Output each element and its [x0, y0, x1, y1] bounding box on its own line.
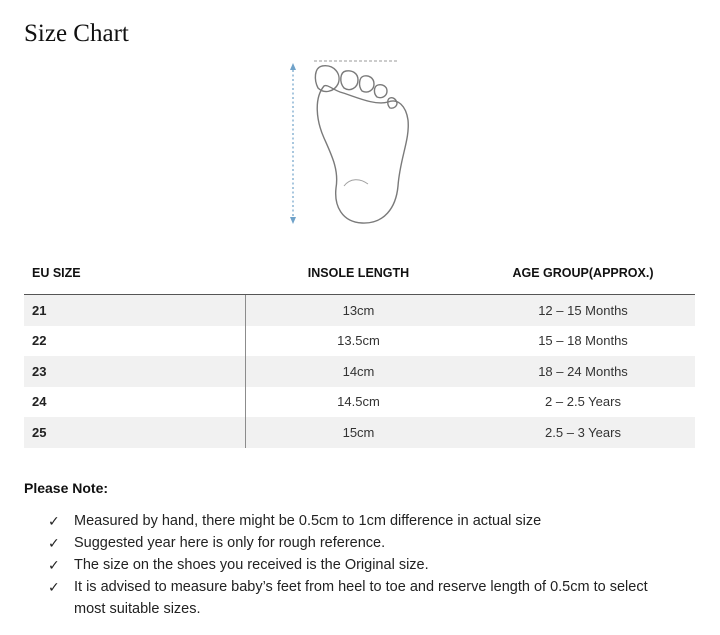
list-item	[48, 532, 668, 554]
note-heading: Please Note:	[24, 480, 109, 496]
page-title: Size Chart	[24, 20, 129, 47]
age-group-cell: 2.5 – 3 Years	[545, 424, 621, 440]
eu-size-cell: 21	[24, 295, 246, 326]
list-item	[48, 576, 668, 620]
header-age-group: AGE GROUP(APPROX.)	[512, 266, 654, 280]
table-header-row	[24, 262, 695, 284]
age-group-cell: 18 – 24 Months	[538, 363, 628, 379]
table-row	[24, 356, 695, 387]
age-group-cell: 12 – 15 Months	[538, 302, 628, 318]
eu-size-cell: 22	[24, 326, 246, 357]
age-group-cell: 2 – 2.5 Years	[545, 394, 621, 410]
header-insole-length: INSOLE LENGTH	[307, 266, 410, 280]
eu-size-cell: 24	[24, 387, 246, 418]
insole-length-cell: 14.5cm	[337, 394, 380, 410]
eu-size-cell: 23	[24, 356, 246, 387]
size-table	[24, 262, 695, 448]
insole-length-cell: 15cm	[342, 424, 375, 440]
note-text: The size on the shoes you received is the Original size.	[74, 557, 429, 573]
age-group-cell: 15 – 18 Months	[538, 333, 628, 349]
checkmark-icon: ✓	[48, 513, 60, 529]
insole-length-cell: 13.5cm	[337, 333, 380, 349]
list-item	[48, 510, 668, 532]
list-item	[48, 554, 668, 576]
table-row	[24, 295, 695, 326]
measure-arrow-icon	[290, 63, 296, 224]
insole-length-cell: 13cm	[342, 302, 375, 318]
checkmark-icon: ✓	[48, 579, 60, 595]
insole-length-cell: 14cm	[342, 363, 375, 379]
eu-size-cell: 25	[24, 417, 246, 448]
table-row	[24, 326, 695, 357]
table-row	[24, 417, 695, 448]
checkmark-icon: ✓	[48, 535, 60, 551]
note-text: It is advised to measure baby’s feet from heel to toe and reserve length of 0.5cm to select most suitable sizes.	[74, 579, 648, 617]
note-text: Measured by hand, there might be 0.5cm to 1cm difference in actual size	[74, 513, 542, 529]
checkmark-icon: ✓	[48, 557, 60, 573]
note-text: Suggested year here is only for rough reference.	[74, 535, 386, 551]
notes-list	[48, 510, 668, 620]
foot-outline-icon	[284, 58, 414, 228]
table-row	[24, 387, 695, 418]
header-eu-size: EU SIZE	[32, 266, 81, 280]
